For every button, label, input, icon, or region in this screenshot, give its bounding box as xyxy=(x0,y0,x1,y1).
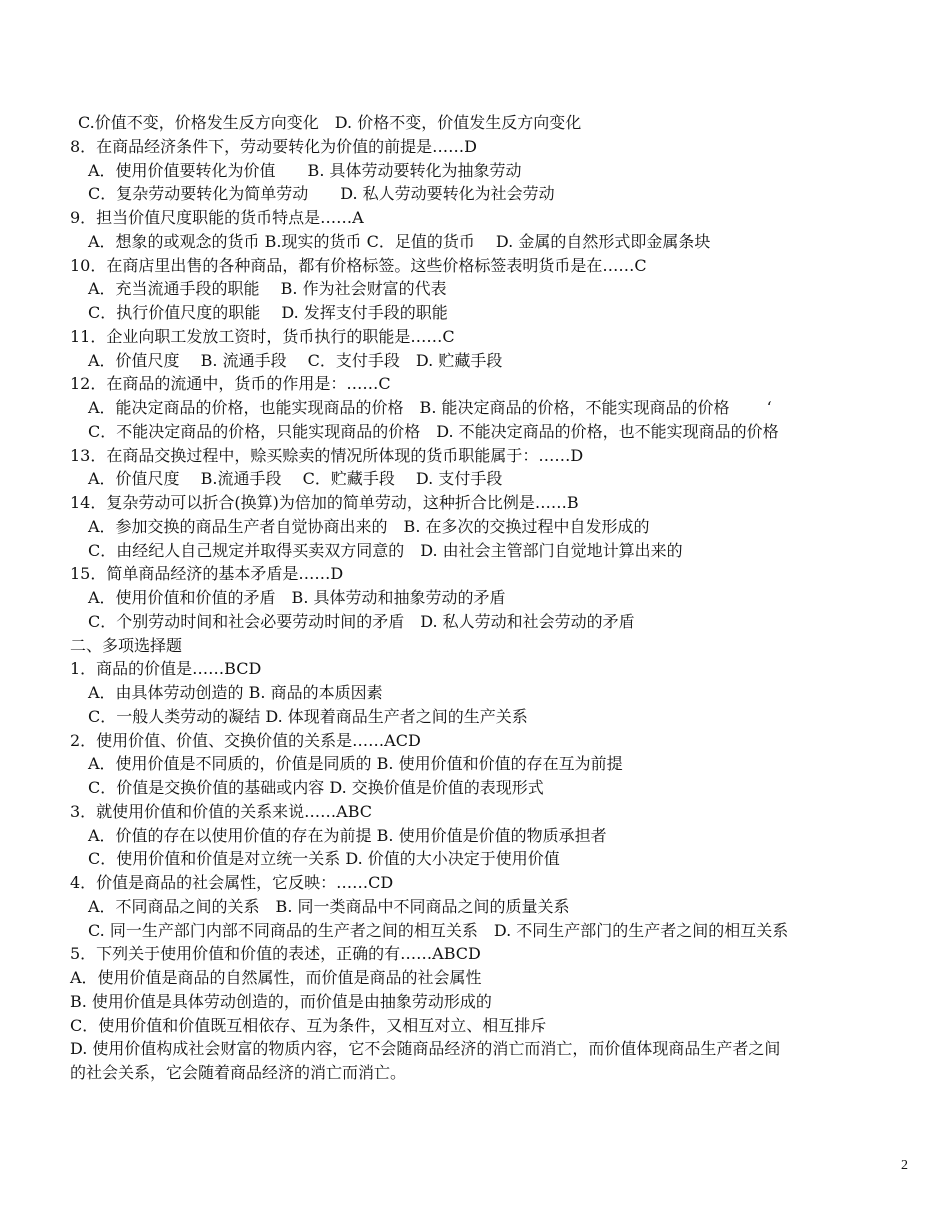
text-line: 10．在商店里出售的各种商品，都有价格标签。这些价格标签表明货币是在……C xyxy=(70,255,647,275)
text-line: 15．简单商品经济的基本矛盾是……D xyxy=(70,564,344,584)
text-line: C．执行价值尺度的职能 D. 发挥支付手段的职能 xyxy=(88,303,448,322)
text-line: 4．价值是商品的社会属性，它反映：……CD xyxy=(70,873,394,892)
text-line: A．价值的存在以使用价值的存在为前提 B. 使用价值是价值的物质承担者 xyxy=(88,825,607,845)
text-line: C.价值不变，价格发生反方向变化 D. 价格不变，价值发生反方向变化 xyxy=(78,113,582,132)
text-line: A．由具体劳动创造的 B. 商品的本质因素 xyxy=(88,683,383,702)
text-line: C．不能决定商品的价格，只能实现商品的价格 D. 不能决定商品的价格，也不能实现商品的价格 xyxy=(88,421,779,441)
page-content xyxy=(70,111,915,1085)
text-line: A．价值尺度 B. 流通手段 C．支付手段 D. 贮藏手段 xyxy=(88,350,503,370)
text-line: C．个别劳动时间和社会必要劳动时间的矛盾 D. 私人劳动和社会劳动的矛盾 xyxy=(88,611,635,631)
text-line: 1．商品的价值是……BCD xyxy=(70,659,262,679)
text-line: B. 使用价值是具体劳动创造的，而价值是由抽象劳动形成的 xyxy=(70,991,492,1011)
text-line: 5．下列关于使用价值和价值的表述，正确的有……ABCD xyxy=(70,944,481,964)
text-line: 8．在商品经济条件下，劳动要转化为价值的前提是……D xyxy=(70,136,478,156)
text-line: 9．担当价值尺度职能的货币特点是……A xyxy=(70,208,364,227)
text-line: A．使用价值和价值的矛盾 B. 具体劳动和抽象劳动的矛盾 xyxy=(88,588,506,607)
text-line: 2．使用价值、价值、交换价值的关系是……ACD xyxy=(70,730,421,750)
text-line: 14．复杂劳动可以折合(换算)为倍加的简单劳动，这种折合比例是……B xyxy=(70,493,579,512)
text-line: C. 同一生产部门内部不同商品的生产者之间的相互关系 D. 不同生产部门的生产者之间的相互关系 xyxy=(88,920,789,940)
text-line: C．一般人类劳动的凝结 D. 体现着商品生产者之间的生产关系 xyxy=(88,706,528,726)
text-line: A．使用价值要转化为价值 B. 具体劳动要转化为抽象劳动 xyxy=(88,160,522,180)
text-line: C．复杂劳动要转化为简单劳动 D. 私人劳动要转化为社会劳动 xyxy=(88,184,555,204)
text-line: A．使用价值是不同质的，价值是同质的 B. 使用价值和价值的存在互为前提 xyxy=(88,754,623,774)
text-line: 3．就使用价值和价值的关系来说……ABC xyxy=(70,801,373,821)
text-line: 二、多项选择题 xyxy=(70,635,183,655)
page-number: 2 xyxy=(901,1158,908,1173)
text-line: A．能决定商品的价格，也能实现商品的价格 B. 能决定商品的价格，不能实现商品的价格 ‘ xyxy=(88,398,772,417)
text-line: A．不同商品之间的关系 B. 同一类商品中不同商品之间的质量关系 xyxy=(88,896,570,916)
text-line: A．充当流通手段的职能 B. 作为社会财富的代表 xyxy=(88,279,447,299)
text-line: A．参加交换的商品生产者自觉协商出来的 B. 在多次的交换过程中自发形成的 xyxy=(88,516,650,536)
text-line: C．使用价值和价值既互相依存、互为条件，又相互对立、相互排斥 xyxy=(70,1015,547,1035)
text-line: 11．企业向职工发放工资时，货币执行的职能是……C xyxy=(70,326,455,346)
text-line: C．由经纪人自己规定并取得买卖双方同意的 D. 由社会主管部门自觉地计算出来的 xyxy=(88,540,683,560)
text-line: A．使用价值是商品的自然属性，而价值是商品的社会属性 xyxy=(70,968,482,987)
text-line: C．价值是交换价值的基础或内容 D. 交换价值是价值的表现形式 xyxy=(88,778,544,797)
text-line: 的社会关系，它会随着商品经济的消亡而消亡。 xyxy=(70,1063,407,1082)
text-line: A．价值尺度 B.流通手段 C．贮藏手段 D. 支付手段 xyxy=(88,469,503,489)
text-line: D. 使用价值构成社会财富的物质内容，它不会随商品经济的消亡而消亡，而价值体现商品生产者之间 xyxy=(70,1039,781,1059)
text-line: 12．在商品的流通中，货币的作用是：……C xyxy=(70,374,391,394)
text-line: C．使用价值和价值是对立统一关系 D. 价值的大小决定于使用价值 xyxy=(88,849,560,869)
text-line: 13．在商品交换过程中，赊买赊卖的情况所体现的货币职能属于：……D xyxy=(70,445,584,465)
text-line: A．想象的或观念的货币 B.现实的货币 C．足值的货币 D. 金属的自然形式即金属条块 xyxy=(88,231,711,251)
